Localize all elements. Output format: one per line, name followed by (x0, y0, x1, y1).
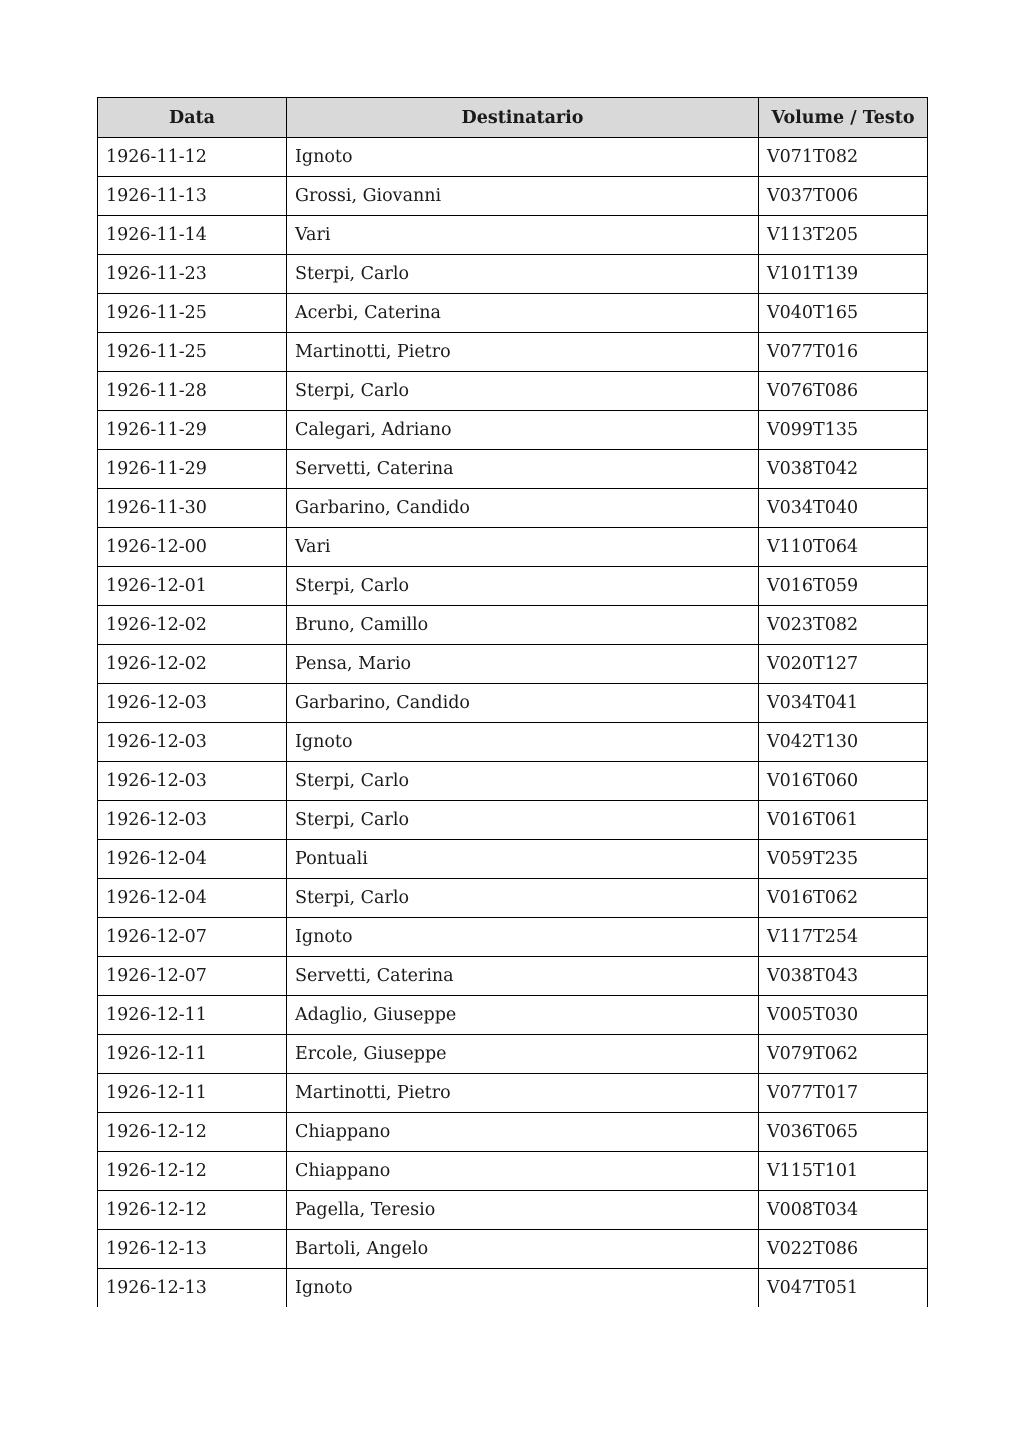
table-row (98, 918, 928, 957)
cell-date: 1926-11-12 (98, 138, 287, 177)
letters-table (97, 97, 928, 1307)
table-row (98, 138, 928, 177)
cell-volume: V016T060 (759, 762, 928, 801)
cell-volume: V042T130 (759, 723, 928, 762)
table-row (98, 762, 928, 801)
table-row (98, 801, 928, 840)
table-row (98, 645, 928, 684)
cell-recipient: Pensa, Mario (287, 645, 759, 684)
cell-recipient: Acerbi, Caterina (287, 294, 759, 333)
cell-recipient: Vari (287, 216, 759, 255)
table-row (98, 684, 928, 723)
table-row (98, 1152, 928, 1191)
cell-recipient: Ignoto (287, 918, 759, 957)
cell-volume: V047T051 (759, 1269, 928, 1308)
cell-date: 1926-11-13 (98, 177, 287, 216)
cell-volume: V023T082 (759, 606, 928, 645)
header-row (98, 98, 928, 138)
table-row (98, 567, 928, 606)
cell-recipient: Servetti, Caterina (287, 957, 759, 996)
cell-volume: V034T040 (759, 489, 928, 528)
cell-volume: V020T127 (759, 645, 928, 684)
cell-date: 1926-12-03 (98, 684, 287, 723)
cell-volume: V036T065 (759, 1113, 928, 1152)
cell-volume: V040T165 (759, 294, 928, 333)
cell-volume: V016T062 (759, 879, 928, 918)
cell-date: 1926-12-11 (98, 1035, 287, 1074)
table-row (98, 1230, 928, 1269)
cell-date: 1926-12-11 (98, 996, 287, 1035)
cell-volume: V099T135 (759, 411, 928, 450)
cell-date: 1926-12-13 (98, 1269, 287, 1308)
cell-date: 1926-11-28 (98, 372, 287, 411)
table-row (98, 450, 928, 489)
table-row (98, 840, 928, 879)
cell-date: 1926-12-12 (98, 1191, 287, 1230)
cell-volume: V038T042 (759, 450, 928, 489)
cell-recipient: Sterpi, Carlo (287, 372, 759, 411)
cell-recipient: Adaglio, Giuseppe (287, 996, 759, 1035)
cell-volume: V071T082 (759, 138, 928, 177)
table-row (98, 1269, 928, 1308)
column-header-recipient: Destinatario (287, 98, 759, 138)
cell-date: 1926-11-25 (98, 294, 287, 333)
table-row (98, 255, 928, 294)
table-row (98, 216, 928, 255)
cell-recipient: Pontuali (287, 840, 759, 879)
cell-volume: V110T064 (759, 528, 928, 567)
cell-recipient: Pagella, Teresio (287, 1191, 759, 1230)
cell-date: 1926-12-04 (98, 879, 287, 918)
cell-recipient: Sterpi, Carlo (287, 255, 759, 294)
cell-recipient: Vari (287, 528, 759, 567)
column-header-date: Data (98, 98, 287, 138)
cell-volume: V077T016 (759, 333, 928, 372)
cell-recipient: Garbarino, Candido (287, 489, 759, 528)
cell-volume: V076T086 (759, 372, 928, 411)
cell-date: 1926-12-01 (98, 567, 287, 606)
cell-date: 1926-12-12 (98, 1152, 287, 1191)
table-row (98, 723, 928, 762)
cell-recipient: Sterpi, Carlo (287, 801, 759, 840)
cell-volume: V038T043 (759, 957, 928, 996)
cell-recipient: Martinotti, Pietro (287, 333, 759, 372)
table-body (98, 138, 928, 1308)
cell-date: 1926-11-23 (98, 255, 287, 294)
cell-volume: V115T101 (759, 1152, 928, 1191)
cell-volume: V101T139 (759, 255, 928, 294)
cell-recipient: Chiappano (287, 1113, 759, 1152)
table-row (98, 333, 928, 372)
cell-date: 1926-12-13 (98, 1230, 287, 1269)
cell-date: 1926-11-30 (98, 489, 287, 528)
cell-date: 1926-12-07 (98, 957, 287, 996)
table-row (98, 177, 928, 216)
cell-recipient: Grossi, Giovanni (287, 177, 759, 216)
cell-date: 1926-11-29 (98, 411, 287, 450)
cell-date: 1926-11-29 (98, 450, 287, 489)
table-row (98, 1035, 928, 1074)
cell-date: 1926-12-04 (98, 840, 287, 879)
cell-date: 1926-11-14 (98, 216, 287, 255)
table-row (98, 879, 928, 918)
cell-date: 1926-12-00 (98, 528, 287, 567)
cell-volume: V008T034 (759, 1191, 928, 1230)
cell-date: 1926-12-02 (98, 645, 287, 684)
cell-recipient: Bruno, Camillo (287, 606, 759, 645)
cell-volume: V034T041 (759, 684, 928, 723)
cell-volume: V113T205 (759, 216, 928, 255)
cell-recipient: Sterpi, Carlo (287, 567, 759, 606)
table-row (98, 411, 928, 450)
cell-volume: V016T061 (759, 801, 928, 840)
table-row (98, 1113, 928, 1152)
cell-recipient: Garbarino, Candido (287, 684, 759, 723)
cell-recipient: Chiappano (287, 1152, 759, 1191)
table-row (98, 372, 928, 411)
cell-volume: V037T006 (759, 177, 928, 216)
table-row (98, 1074, 928, 1113)
cell-date: 1926-12-03 (98, 723, 287, 762)
cell-recipient: Ercole, Giuseppe (287, 1035, 759, 1074)
cell-recipient: Martinotti, Pietro (287, 1074, 759, 1113)
cell-recipient: Sterpi, Carlo (287, 762, 759, 801)
table-row (98, 1191, 928, 1230)
table-row (98, 528, 928, 567)
cell-date: 1926-12-07 (98, 918, 287, 957)
cell-volume: V079T062 (759, 1035, 928, 1074)
cell-recipient: Bartoli, Angelo (287, 1230, 759, 1269)
table-header (98, 98, 928, 138)
cell-recipient: Servetti, Caterina (287, 450, 759, 489)
cell-date: 1926-12-03 (98, 801, 287, 840)
cell-date: 1926-11-25 (98, 333, 287, 372)
table-row (98, 996, 928, 1035)
cell-volume: V117T254 (759, 918, 928, 957)
column-header-volume: Volume / Testo (759, 98, 928, 138)
cell-recipient: Calegari, Adriano (287, 411, 759, 450)
cell-recipient: Ignoto (287, 138, 759, 177)
cell-recipient: Ignoto (287, 723, 759, 762)
table-row (98, 957, 928, 996)
cell-date: 1926-12-11 (98, 1074, 287, 1113)
cell-recipient: Ignoto (287, 1269, 759, 1308)
cell-date: 1926-12-02 (98, 606, 287, 645)
cell-volume: V005T030 (759, 996, 928, 1035)
cell-date: 1926-12-03 (98, 762, 287, 801)
cell-volume: V016T059 (759, 567, 928, 606)
cell-recipient: Sterpi, Carlo (287, 879, 759, 918)
cell-volume: V022T086 (759, 1230, 928, 1269)
cell-volume: V059T235 (759, 840, 928, 879)
cell-date: 1926-12-12 (98, 1113, 287, 1152)
table-row (98, 489, 928, 528)
cell-volume: V077T017 (759, 1074, 928, 1113)
table-row (98, 606, 928, 645)
table-row (98, 294, 928, 333)
